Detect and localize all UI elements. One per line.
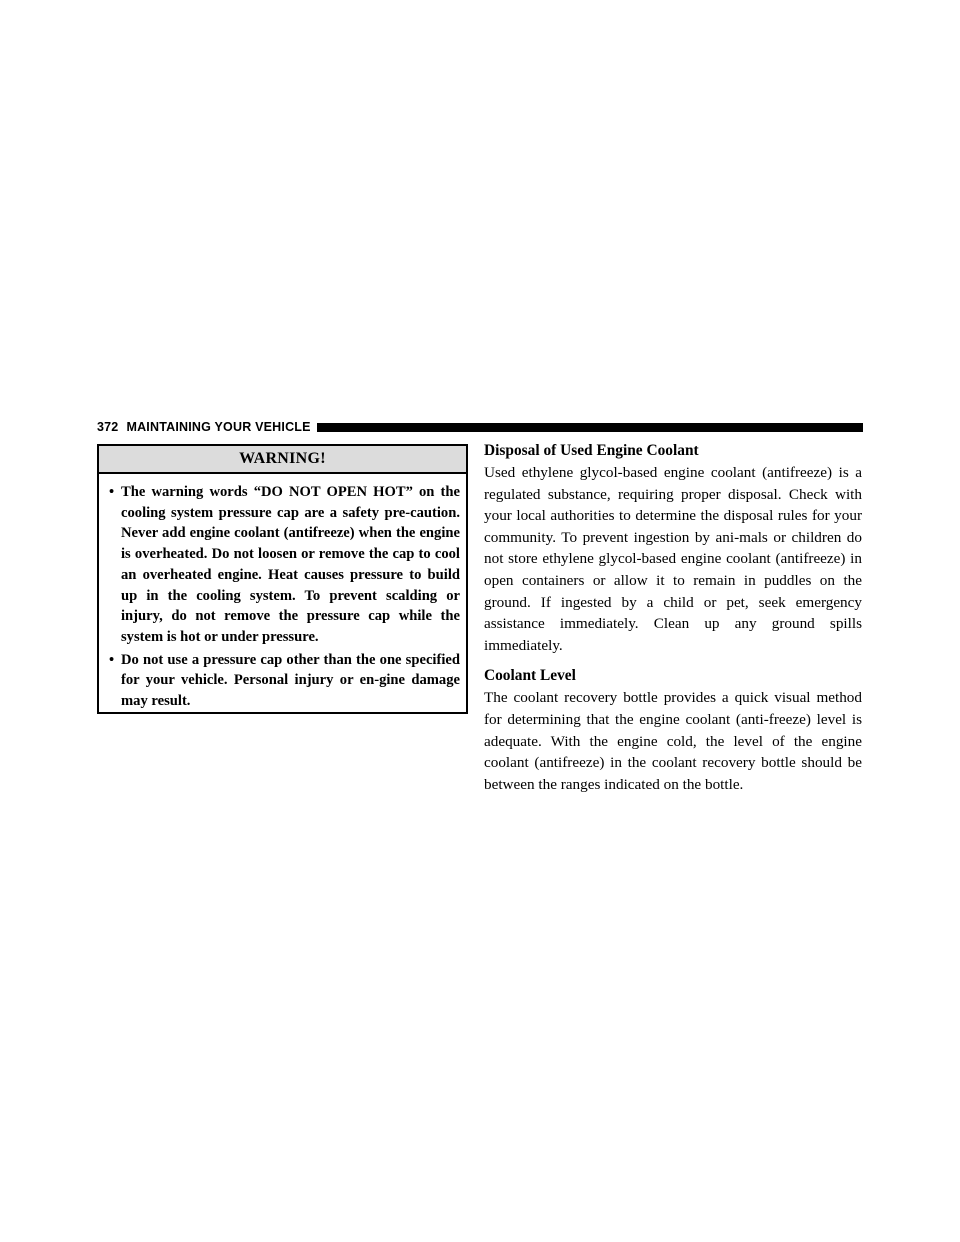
section-heading-disposal: Disposal of Used Engine Coolant xyxy=(484,442,699,459)
section-body-disposal: Used ethylene glycol-based engine coolant (antifreeze) is a regulated substance, requiring proper disposal. Check with your local authorities to determine the disposal rules for your community. To prevent ingestion by ani-mals or children do not store ethylene glycol-based engine coolant (antifreeze) in open containers or allow it to remain in puddles on the ground. If ingested by a child or pet, seek emergency assistance immediately. Clean up any ground spills immediately. xyxy=(484,464,862,654)
bullet-icon: • xyxy=(109,651,115,668)
section-title: MAINTAINING YOUR VEHICLE xyxy=(126,420,311,434)
warning-item-text: The warning words “DO NOT OPEN HOT” on the cooling system pressure cap are a safety pre-caution. Never add engine coolant (antifreeze) when the engine is overheated. Do not loosen or remove the cap to cool an overheated engine. Heat causes pressure to build up in the cooling system. To prevent scalding or injury, do not remove the pressure cap while the system is hot or under pressure. xyxy=(121,484,460,645)
warning-item xyxy=(105,482,460,648)
section-body-coolant-level: The coolant recovery bottle provides a quick visual method for determining that the engine coolant (anti-freeze) level is adequate. With the engine cold, the level of the engine coolant (antifreeze) in the coolant recovery bottle should be between the ranges indicated on the bottle. xyxy=(484,689,862,793)
bullet-icon: • xyxy=(109,484,115,500)
warning-list xyxy=(99,474,466,712)
page-number: 372 xyxy=(97,420,119,434)
page-header xyxy=(97,419,863,435)
section-heading-coolant-level: Coolant Level xyxy=(484,667,576,685)
right-column xyxy=(484,440,862,804)
warning-title: WARNING! xyxy=(99,446,466,474)
warning-item-text: Do not use a pressure cap other than the one specified for your vehicle. Personal injury or en-gine damage may result. xyxy=(121,651,460,710)
header-rule xyxy=(317,423,863,432)
warning-item xyxy=(105,650,460,712)
warning-box xyxy=(97,444,468,714)
